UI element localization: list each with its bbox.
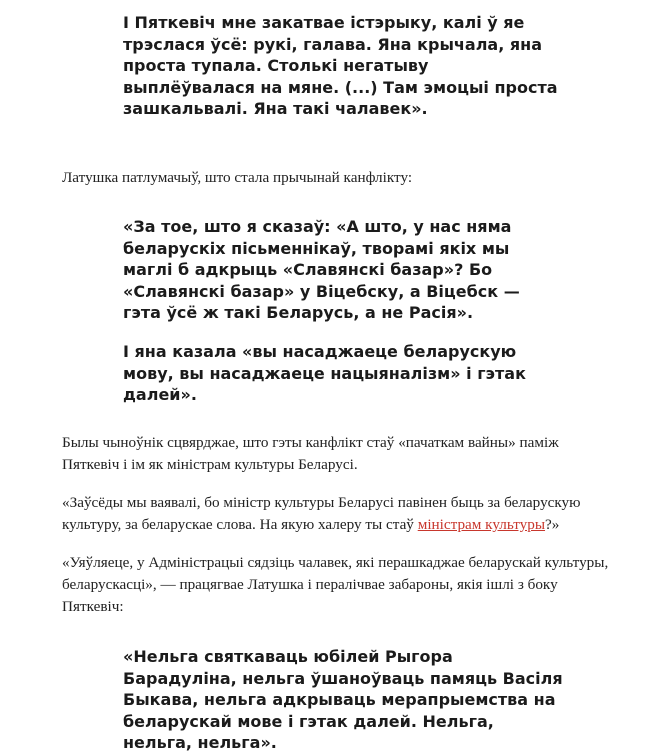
paragraph: Латушка патлумачыў, што стала прычынай канфлікту: xyxy=(62,169,413,186)
paragraph xyxy=(62,492,607,536)
paragraph: «Уяўляеце, у Адміністрацыі сядзіць чалавек, які перашкаджае беларускай культуры, беларускасці», — працягвае Латушка і пералічвае забароны, якія ішлі з боку Пяткевіч: xyxy=(62,554,609,615)
quote-block: «За тое, што я сказаў: «А што, у нас няма беларускіх пісьменнікаў, творамі якіх мы маглі б адкрыць «Славянскі базар»? Бо «Славянскі базар» у Віцебску, а Віцебск — гэта ўсё ж такі Беларусь, а не Расія». xyxy=(123,217,520,322)
quote-block: І яна казала «вы насаджаеце беларускую мову, вы насаджаеце нацыяналізм» і гэтак далей». xyxy=(123,342,526,404)
ministry-link[interactable]: міністрам культуры xyxy=(417,516,546,533)
quote-block: І Пяткевіч мне закатвае істэрыку, калі ў яе трэслася ўсё: рукі, галава. Яна крычала, яна проста тупала. Столькі негатыву выплёўвалася на мяне. (...) Там эмоцыі проста зашкальвалі. Яна такі чалавек». xyxy=(123,13,558,118)
paragraph-text: «Заўсёды мы ваявалі, бо міністр культуры Беларусі павінен быць за беларускую культуру, за беларускае слова. На якую халеру ты стаў xyxy=(62,494,581,533)
quote-block: «Нельга святкаваць юбілей Рыгора Барадуліна, нельга ўшаноўваць памяць Васіля Быкава, нельга адкрываць мерапрыемства на беларускай мове і гэтак далей. Нельга, нельга, нельга». xyxy=(123,647,563,752)
paragraph: Былы чыноўнік сцвярджае, што гэты канфлікт стаў «пачаткам вайны» паміж Пяткевіч і ім як міністрам культуры Беларусі. xyxy=(62,434,559,473)
paragraph-text: ?» xyxy=(545,516,560,533)
